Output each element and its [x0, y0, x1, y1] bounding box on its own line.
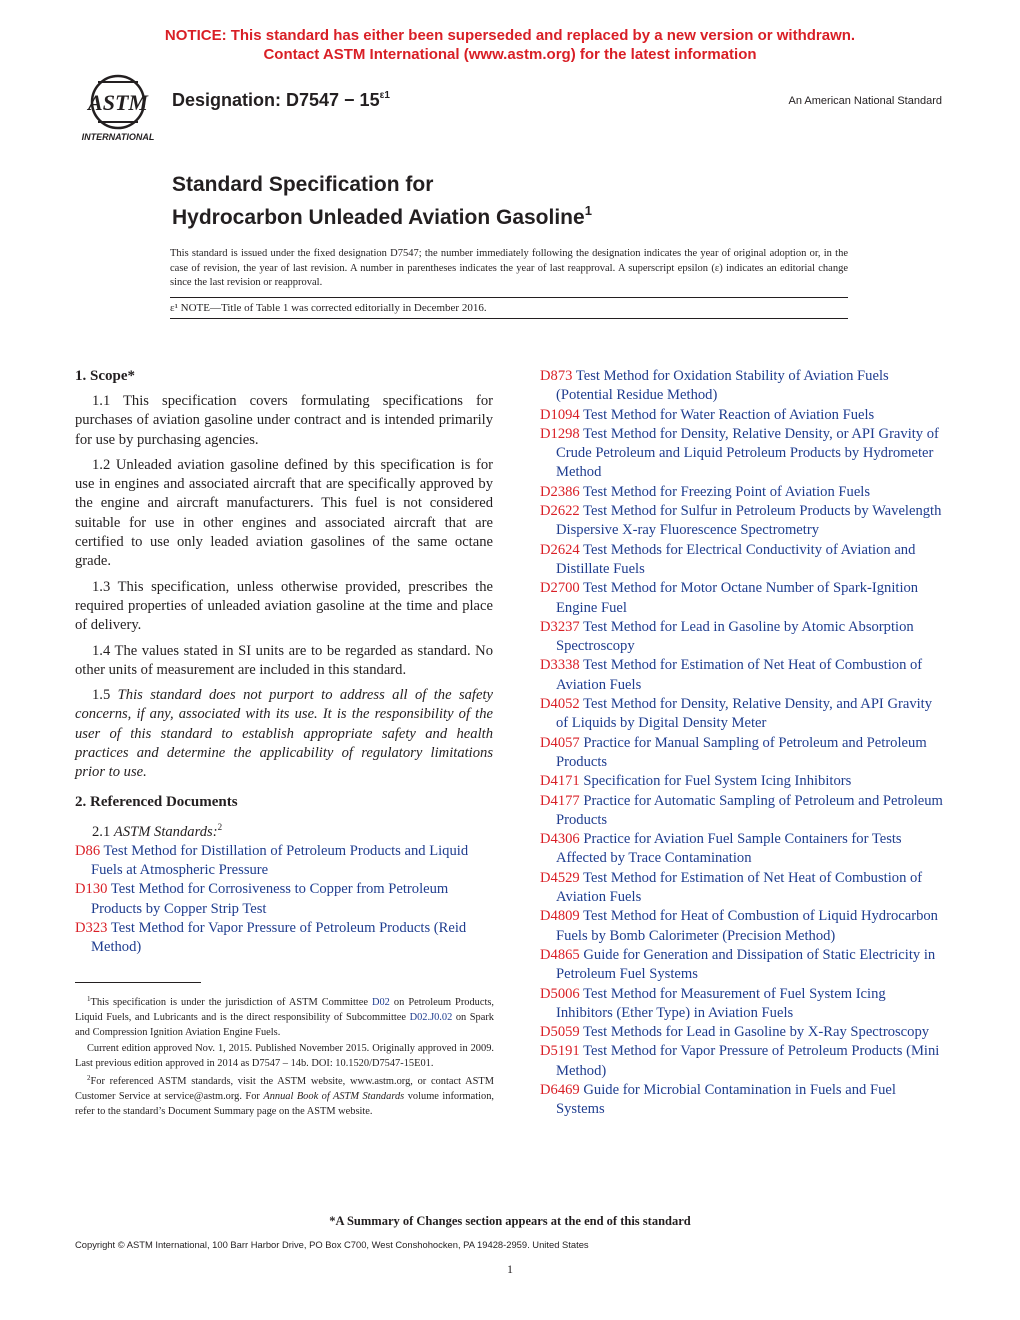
- reference-item: [540, 483, 943, 502]
- reference-item: [540, 367, 943, 406]
- reference-item: [540, 985, 943, 1024]
- footnote-2-italic: Annual Book of ASTM Standards: [263, 1091, 405, 1103]
- astm-standards-subheading: [75, 818, 493, 842]
- reference-title-link[interactable]: Test Method for Estimation of Net Heat of Combustion of Aviation Fuels: [556, 869, 923, 906]
- reference-code-link[interactable]: D1094: [540, 406, 580, 423]
- scope-1-5-number: 1.5: [92, 687, 111, 704]
- reference-item: [540, 830, 943, 869]
- scope-1-4: 1.4 The values stated in SI units are to be regarded as standard. No other units of measurement are included in this standard.: [75, 642, 493, 678]
- reference-title-link[interactable]: Test Methods for Electrical Conductivity of Aviation and Distillate Fuels: [556, 541, 916, 577]
- reference-title-link[interactable]: Test Method for Motor Octane Number of Spark-Ignition Engine Fuel: [556, 580, 919, 616]
- reference-item: [540, 792, 943, 831]
- reference-item: [540, 946, 943, 985]
- title-line-2: [172, 198, 592, 231]
- sub-label: ASTM Standards:: [113, 823, 218, 840]
- reference-item: [540, 734, 943, 773]
- footnote-2-text-b: volume information, refer to the standard’s Document Summary page on the ASTM website.: [75, 1091, 495, 1118]
- left-reference-list: [75, 842, 493, 958]
- reference-item: [540, 1023, 943, 1042]
- reference-code-link[interactable]: D4809: [540, 908, 580, 925]
- reference-title-link[interactable]: Test Method for Corrosiveness to Copper from Petroleum Products by Copper Strip Test: [91, 881, 449, 917]
- reference-item: [540, 695, 943, 734]
- footnote-1: [75, 992, 494, 1041]
- reference-title-link[interactable]: Test Method for Water Reaction of Aviation Fuels: [583, 406, 875, 423]
- referenced-heading: 2. Referenced Documents: [75, 793, 238, 810]
- footnote-1-text-c: on Spark and Compression Ignition Aviation Engine Fuels.: [75, 1012, 495, 1039]
- reference-item: [540, 541, 943, 580]
- footnote-1-edition: Current edition approved Nov. 1, 2015. Published November 2015. Originally approved in 2009. Last previous edition approved in 2014 as D7547 – 14b. DOI: 10.1520/D7547-15E01.: [75, 1042, 494, 1069]
- footnotes: [75, 992, 494, 1120]
- right-column: [540, 367, 943, 1120]
- footnote-2: [75, 1071, 494, 1120]
- reference-title-link[interactable]: Test Method for Lead in Gasoline by Atomic Absorption Spectroscopy: [556, 618, 914, 655]
- designation: [172, 90, 390, 111]
- american-national-standard: An American National Standard: [788, 95, 942, 107]
- reference-code-link[interactable]: D4052: [540, 696, 580, 713]
- reference-code-link[interactable]: D5006: [540, 985, 580, 1002]
- reference-title-link[interactable]: Test Method for Measurement of Fuel System Icing Inhibitors (Ether Type) in Aviation Fuels: [556, 985, 886, 1021]
- reference-item: [540, 1081, 943, 1120]
- reference-item: [75, 880, 493, 919]
- reference-title-link[interactable]: Test Method for Sulfur in Petroleum Products by Wavelength Dispersive X-ray Fluorescence Spectrometry: [556, 503, 942, 539]
- reference-item: [75, 919, 493, 958]
- reference-title-link[interactable]: Specification for Fuel System Icing Inhibitors: [583, 773, 852, 790]
- editorial-note: ε¹ NOTE—Title of Table 1 was corrected editorially in December 2016.: [170, 302, 487, 314]
- committee-link[interactable]: D02: [371, 997, 390, 1008]
- scope-1-3: 1.3 This specification, unless otherwise provided, prescribes the required properties of unleaded aviation gasoline at the time and place of delivery.: [75, 578, 493, 634]
- reference-item: [540, 1042, 943, 1081]
- footnote-1-text-b: on Petroleum Products, Liquid Fuels, and Lubricants and is the direct responsibility of Subcommittee: [75, 997, 495, 1024]
- reference-title-link[interactable]: Practice for Aviation Fuel Sample Containers for Tests Affected by Trace Contamination: [556, 831, 902, 867]
- reference-item: [540, 907, 943, 946]
- reference-code-link[interactable]: D2622: [540, 503, 580, 520]
- reference-title-link[interactable]: Test Methods for Lead in Gasoline by X-Ray Spectroscopy: [583, 1024, 930, 1041]
- footnote-divider: [75, 982, 201, 983]
- reference-code-link[interactable]: D130: [75, 881, 108, 898]
- reference-title-link[interactable]: Test Method for Freezing Point of Aviation Fuels: [583, 483, 871, 500]
- scope-1-5-text: This standard does not purport to address all of the safety concerns, if any, associated with its use. It is the responsibility of the user of this standard to establish appropriate safety and health practices and determine the applicability of regulatory limitations prior to use.: [75, 687, 493, 781]
- reference-item: [540, 618, 943, 657]
- reference-code-link[interactable]: D6469: [540, 1081, 580, 1098]
- reference-item: [540, 406, 943, 425]
- reference-item: [540, 425, 943, 483]
- withdrawal-notice: [0, 26, 1020, 64]
- astm-logo: [72, 72, 164, 144]
- footnote-1-text-a: This specification is under the jurisdiction of ASTM Committee: [90, 997, 368, 1008]
- title-text: Hydrocarbon Unleaded Aviation Gasoline: [172, 206, 585, 229]
- issuance-statement: This standard is issued under the fixed designation D7547; the number immediately following the designation indicates the year of original adoption or, in the case of revision, the year of last revision. A number in parentheses indicates the year of last reapproval. A superscript epsilon (ε) indicates an editorial change since the last revision or reapproval.: [170, 248, 848, 288]
- reference-code-link[interactable]: D3338: [540, 657, 580, 674]
- reference-item: [75, 842, 493, 881]
- scope-1-5: [75, 686, 493, 782]
- footnote-2-text-a: For referenced ASTM standards, visit the ASTM website, www.astm.org, or contact ASTM Customer Service at service@astm.org. For: [75, 1076, 494, 1103]
- footnote-2-mark: 2: [87, 1074, 91, 1083]
- reference-title-link[interactable]: Test Method for Estimation of Net Heat of Combustion of Aviation Fuels: [556, 657, 923, 693]
- reference-code-link[interactable]: D4171: [540, 773, 580, 790]
- reference-code-link[interactable]: D3237: [540, 618, 580, 635]
- reference-code-link[interactable]: D2624: [540, 541, 580, 558]
- designation-epsilon: ε1: [379, 90, 390, 101]
- reference-code-link[interactable]: D5191: [540, 1043, 580, 1060]
- reference-code-link[interactable]: D2700: [540, 580, 580, 597]
- summary-of-changes-note: *A Summary of Changes section appears at the end of this standard: [329, 1214, 691, 1228]
- reference-title-link[interactable]: Test Method for Density, Relative Density, or API Gravity of Crude Petroleum and Liquid Petroleum Products by Hydrometer Method: [556, 425, 939, 481]
- reference-item: [540, 869, 943, 908]
- reference-title-link[interactable]: Practice for Manual Sampling of Petroleum and Petroleum Products: [556, 734, 927, 770]
- reference-code-link[interactable]: D4177: [540, 792, 580, 809]
- reference-title-link[interactable]: Guide for Microbial Contamination in Fuels and Fuel Systems: [556, 1081, 896, 1118]
- title-footnote-mark: 1: [584, 203, 592, 218]
- reference-code-link[interactable]: D4865: [540, 946, 580, 963]
- reference-item: [540, 502, 943, 541]
- reference-code-link[interactable]: D873: [540, 368, 573, 384]
- reference-title-link[interactable]: Test Method for Density, Relative Density, and API Gravity of Liquids by Digital Density Meter: [556, 696, 933, 732]
- document-title: [172, 172, 592, 231]
- logo-text: ASTM: [88, 90, 148, 115]
- reference-code-link[interactable]: D323: [75, 919, 108, 936]
- reference-title-link[interactable]: Test Method for Vapor Pressure of Petroleum Products (Reid Method): [91, 919, 467, 956]
- scope-heading: 1. Scope*: [75, 368, 135, 384]
- title-line-1: Standard Specification for: [172, 173, 434, 196]
- reference-code-link[interactable]: D2386: [540, 483, 580, 500]
- sub-number: 2.1: [92, 823, 111, 840]
- notice-line-1: NOTICE: This standard has either been superseded and replaced by a new version or withdrawn.: [164, 27, 856, 44]
- reference-code-link[interactable]: D5059: [540, 1024, 580, 1041]
- reference-code-link[interactable]: D4057: [540, 734, 580, 751]
- scope-1-1: 1.1 This specification covers formulating specifications for purchases of aviation gasoline under contract and is intended primarily for use by purchasing agencies.: [75, 393, 493, 448]
- left-column: [75, 367, 493, 958]
- reference-item: [540, 772, 943, 791]
- reference-title-link[interactable]: Test Method for Vapor Pressure of Petroleum Products (Mini Method): [556, 1043, 940, 1079]
- notice-line-2: Contact ASTM International (www.astm.org) for the latest information: [263, 46, 757, 63]
- divider-top: [170, 297, 848, 298]
- reference-title-link[interactable]: Test Method for Oxidation Stability of Aviation Fuels (Potential Residue Method): [556, 368, 889, 404]
- page-number: 1: [507, 1262, 513, 1276]
- sub-footnote-mark: 2: [217, 821, 223, 832]
- right-reference-list: [540, 367, 943, 1120]
- scope-1-2: 1.2 Unleaded aviation gasoline defined by this specification is for use in engines and associated aircraft that are specifically approved by the engine and aircraft manufacturers. This fuel is not considered suitable for use in other engines and associated aircraft that are certified to use only leaded aviation gasolines of the same octane grade.: [75, 456, 493, 570]
- reference-code-link[interactable]: D86: [75, 842, 101, 859]
- reference-title-link[interactable]: Guide for Generation and Dissipation of Static Electricity in Petroleum Fuel Systems: [556, 946, 936, 983]
- copyright-line: Copyright © ASTM International, 100 Barr Harbor Drive, PO Box C700, West Conshohocken, PA 19428-2959. United States: [75, 1239, 589, 1250]
- divider-bottom: [170, 318, 848, 319]
- logo-subtext: INTERNATIONAL: [81, 132, 155, 142]
- footnote-1-mark: 1: [87, 995, 91, 1003]
- reference-title-link[interactable]: Practice for Automatic Sampling of Petroleum and Petroleum Products: [556, 792, 943, 828]
- reference-title-link[interactable]: Test Method for Heat of Combustion of Liquid Hydrocarbon Fuels by Bomb Calorimeter (Precision Method): [556, 908, 938, 944]
- reference-item: [540, 579, 943, 618]
- reference-code-link[interactable]: D4306: [540, 831, 580, 848]
- reference-title-link[interactable]: Test Method for Distillation of Petroleum Products and Liquid Fuels at Atmospheric Pressure: [91, 842, 469, 879]
- subcommittee-link[interactable]: D02.J0.02: [409, 1012, 453, 1024]
- designation-number: Designation: D7547 − 15: [172, 90, 380, 110]
- reference-code-link[interactable]: D1298: [540, 425, 580, 442]
- reference-item: [540, 656, 943, 695]
- reference-code-link[interactable]: D4529: [540, 869, 580, 886]
